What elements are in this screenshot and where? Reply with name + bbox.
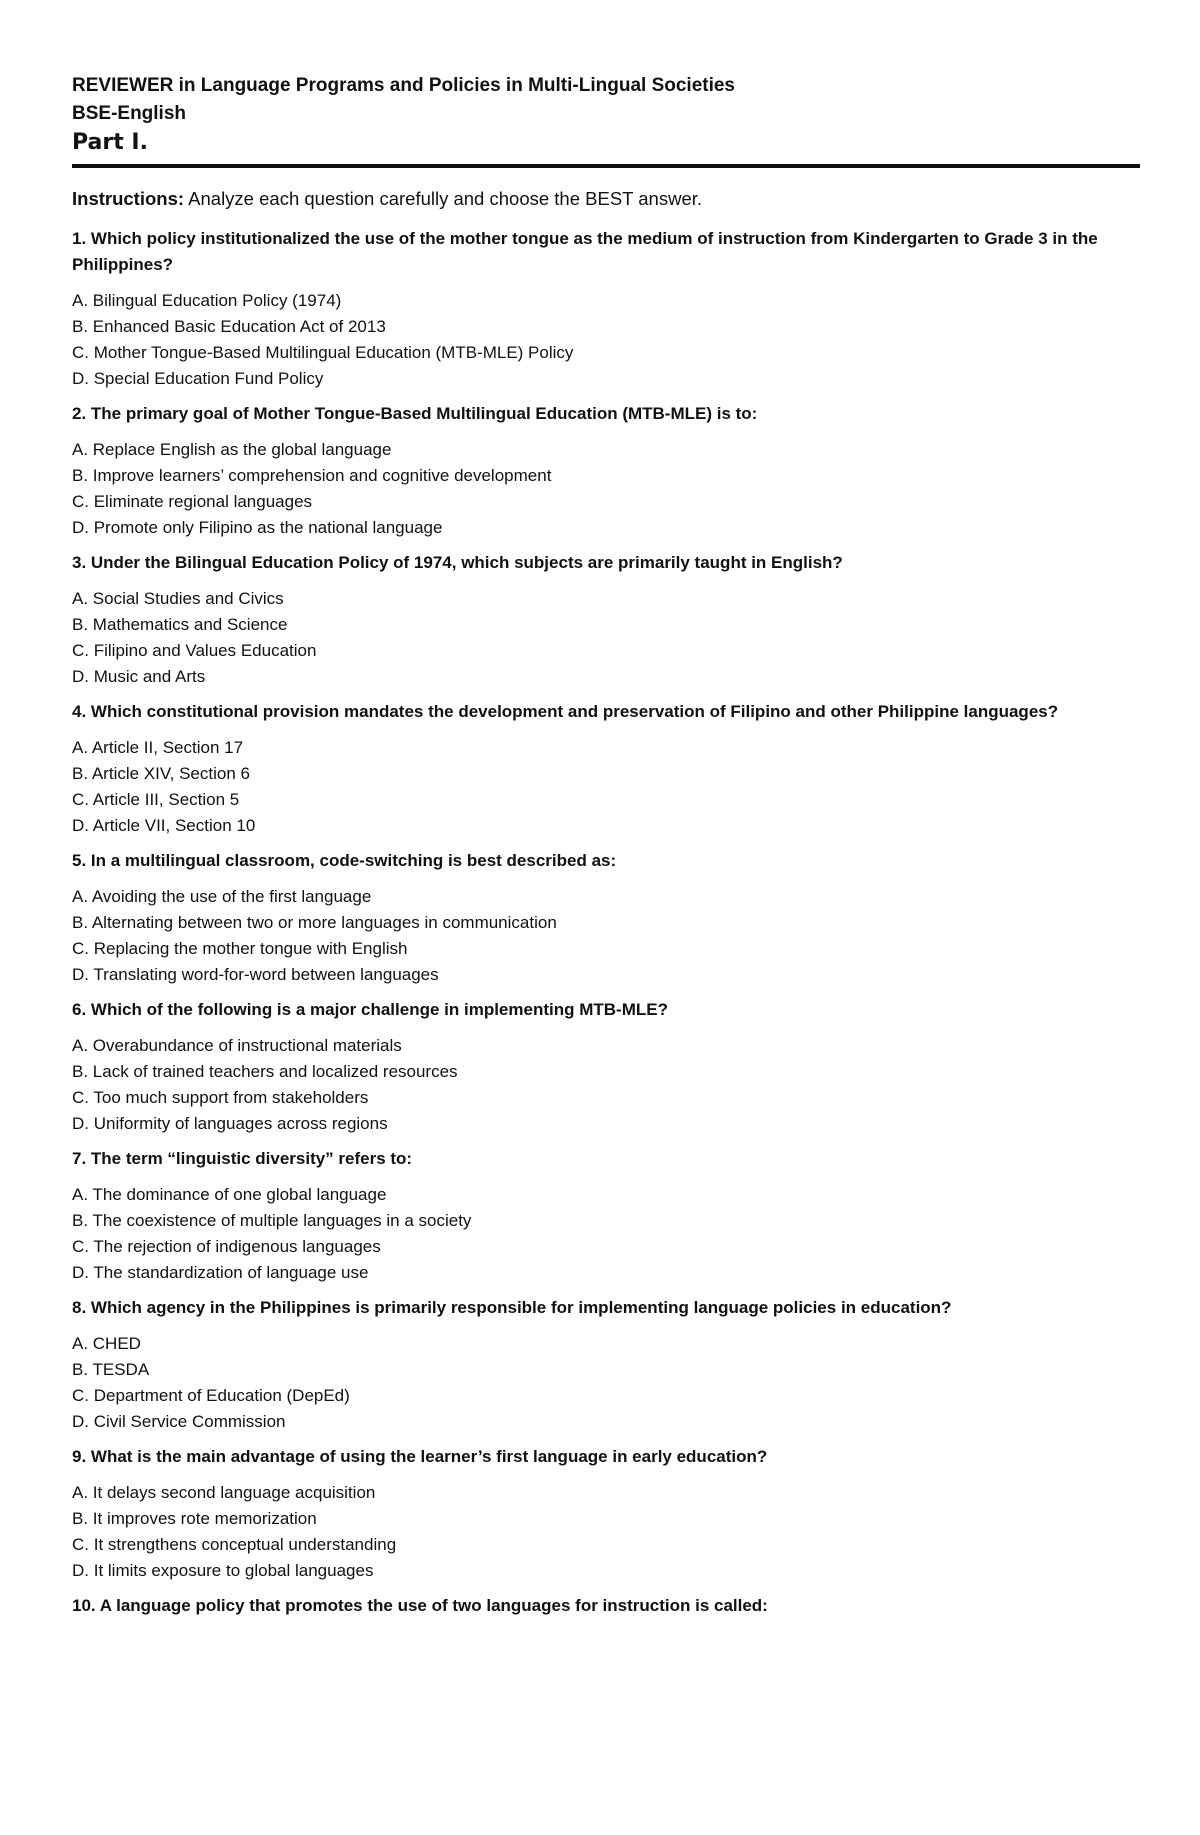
answer-option: B. Improve learners’ comprehension and cognitive development: [72, 466, 552, 485]
question-4: [72, 699, 1140, 839]
answer-option: B. Enhanced Basic Education Act of 2013: [72, 317, 386, 336]
answer-option: B. It improves rote memorization: [72, 1509, 317, 1528]
part-heading: Part I.: [72, 130, 148, 155]
answer-option: A. Avoiding the use of the first language: [72, 887, 372, 906]
answer-options: [72, 1331, 1140, 1435]
answer-option: D. Uniformity of languages across regions: [72, 1114, 388, 1133]
answer-option: A. Replace English as the global language: [72, 440, 392, 459]
question-2: [72, 401, 1140, 541]
answer-options: [72, 437, 1140, 541]
question-7: [72, 1146, 1140, 1286]
question-text: 7. The term “linguistic diversity” refers to:: [72, 1149, 413, 1168]
answer-option: C. Replacing the mother tongue with English: [72, 939, 408, 958]
answer-option: C. Department of Education (DepEd): [72, 1386, 350, 1405]
question-1: [72, 226, 1140, 392]
answer-option: C. Eliminate regional languages: [72, 492, 313, 511]
answer-option: A. Bilingual Education Policy (1974): [72, 291, 342, 310]
answer-option: D. Civil Service Commission: [72, 1412, 286, 1431]
answer-options: [72, 288, 1140, 392]
answer-option: C. Article III, Section 5: [72, 790, 240, 809]
answer-option: D. Special Education Fund Policy: [72, 369, 324, 388]
program-name: BSE-English: [72, 103, 187, 124]
question-text: 10. A language policy that promotes the use of two languages for instruction is called:: [72, 1596, 768, 1615]
answer-option: B. The coexistence of multiple languages in a society: [72, 1211, 472, 1230]
question-5: [72, 848, 1140, 988]
answer-option: C. Mother Tongue-Based Multilingual Education (MTB-MLE) Policy: [72, 343, 574, 362]
question-text: 3. Under the Bilingual Education Policy of 1974, which subjects are primarily taught in English?: [72, 553, 843, 572]
answer-option: B. Mathematics and Science: [72, 615, 288, 634]
answer-option: A. Overabundance of instructional materials: [72, 1036, 402, 1055]
instructions-text: Analyze each question carefully and choose the BEST answer.: [188, 188, 703, 209]
answer-option: D. Translating word-for-word between languages: [72, 965, 439, 984]
answer-options: [72, 1182, 1140, 1286]
horizontal-rule: [72, 164, 1140, 168]
answer-options: [72, 1480, 1140, 1584]
answer-options: [72, 884, 1140, 988]
answer-option: B. Lack of trained teachers and localized resources: [72, 1062, 458, 1081]
answer-option: B. Article XIV, Section 6: [72, 764, 250, 783]
question-text: 1. Which policy institutionalized the use of the mother tongue as the medium of instruction from Kindergarten to Grade 3 in the Philippines?: [72, 229, 1098, 274]
answer-options: [72, 586, 1140, 690]
question-text: 2. The primary goal of Mother Tongue-Based Multilingual Education (MTB-MLE) is to:: [72, 404, 758, 423]
answer-option: A. The dominance of one global language: [72, 1185, 387, 1204]
question-8: [72, 1295, 1140, 1435]
answer-option: D. The standardization of language use: [72, 1263, 369, 1282]
answer-option: A. CHED: [72, 1334, 141, 1353]
answer-option: C. Filipino and Values Education: [72, 641, 317, 660]
answer-option: B. Alternating between two or more languages in communication: [72, 913, 557, 932]
answer-options: [72, 1033, 1140, 1137]
answer-option: A. Social Studies and Civics: [72, 589, 284, 608]
instructions: [72, 186, 1140, 212]
answer-option: A. It delays second language acquisition: [72, 1483, 376, 1502]
question-10: [72, 1593, 1140, 1619]
question-text: 4. Which constitutional provision mandates the development and preservation of Filipino and other Philippine languages?: [72, 702, 1059, 721]
question-9: [72, 1444, 1140, 1584]
answer-option: D. Promote only Filipino as the national language: [72, 518, 443, 537]
answer-option: C. Too much support from stakeholders: [72, 1088, 369, 1107]
question-text: 6. Which of the following is a major challenge in implementing MTB-MLE?: [72, 1000, 668, 1019]
answer-option: C. The rejection of indigenous languages: [72, 1237, 381, 1256]
question-6: [72, 997, 1140, 1137]
instructions-label: Instructions:: [72, 188, 185, 209]
question-list: [72, 226, 1140, 1619]
question-text: 8. Which agency in the Philippines is primarily responsible for implementing language policies in education?: [72, 1298, 952, 1317]
document-title: REVIEWER in Language Programs and Policies in Multi-Lingual Societies: [72, 75, 735, 96]
answer-option: D. Music and Arts: [72, 667, 206, 686]
question-text: 9. What is the main advantage of using the learner’s first language in early education?: [72, 1447, 768, 1466]
answer-option: D. It limits exposure to global languages: [72, 1561, 374, 1580]
answer-option: A. Article II, Section 17: [72, 738, 244, 757]
question-3: [72, 550, 1140, 690]
answer-option: B. TESDA: [72, 1360, 150, 1379]
answer-option: C. It strengthens conceptual understanding: [72, 1535, 397, 1554]
answer-option: D. Article VII, Section 10: [72, 816, 256, 835]
question-text: 5. In a multilingual classroom, code-switching is best described as:: [72, 851, 617, 870]
answer-options: [72, 735, 1140, 839]
